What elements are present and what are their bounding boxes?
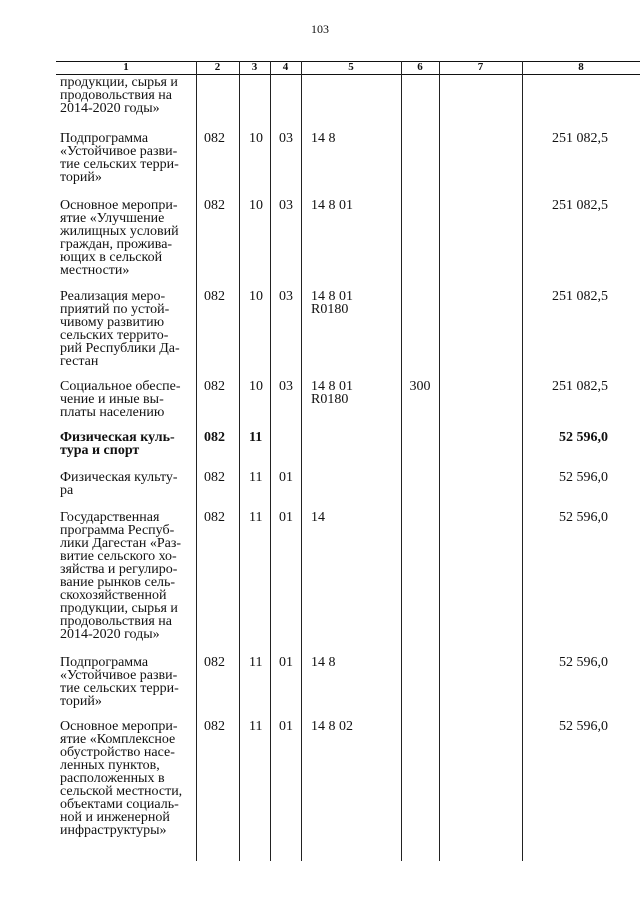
column-header: 3 bbox=[251, 61, 258, 73]
target-article-code: 14 8 01 R0180 bbox=[311, 379, 353, 407]
amount: 251 082,5 bbox=[552, 379, 608, 394]
ministry-code: 082 bbox=[204, 719, 225, 734]
subsection-code: 03 bbox=[279, 198, 293, 213]
target-article-code: 14 8 bbox=[311, 131, 336, 146]
subsection-code: 01 bbox=[279, 719, 293, 734]
subsection-code: 03 bbox=[279, 379, 293, 394]
amount: 251 082,5 bbox=[552, 289, 608, 304]
row-name: Подпрограмма «Устойчивое разви- тие сельских терри- торий» bbox=[60, 131, 179, 185]
target-article-code: 14 8 02 bbox=[311, 719, 353, 734]
target-article-code: 14 bbox=[311, 510, 325, 525]
page-number: 103 bbox=[311, 22, 329, 36]
amount: 52 596,0 bbox=[559, 430, 608, 445]
ministry-code: 082 bbox=[204, 379, 225, 394]
column-header: 4 bbox=[282, 61, 289, 73]
column-divider bbox=[301, 61, 302, 861]
row-name: Основное меропри- ятие «Улучшение жилищных условий граждан, прожива- ющих в сельской местности» bbox=[60, 198, 179, 278]
ministry-code: 082 bbox=[204, 289, 225, 304]
ministry-code: 082 bbox=[204, 198, 225, 213]
section-code: 11 bbox=[249, 655, 263, 670]
section-code: 10 bbox=[249, 289, 263, 304]
column-divider bbox=[239, 61, 240, 861]
column-divider bbox=[439, 61, 440, 861]
row-name: Основное меропри- ятие «Комплексное обустройство насе- ленных пунктов, расположенных в сельской местности, объектами социаль- ной и инженерной инфраструктуры» bbox=[60, 719, 183, 838]
section-code: 10 bbox=[249, 198, 263, 213]
row-name: Физическая культу- ра bbox=[60, 470, 178, 498]
subsection-code: 01 bbox=[279, 470, 293, 485]
section-code: 11 bbox=[249, 719, 263, 734]
section-code: 11 bbox=[249, 470, 263, 485]
amount: 52 596,0 bbox=[559, 655, 608, 670]
column-header: 6 bbox=[417, 61, 423, 73]
row-name: продукции, сырья и продовольствия на 2014-2020 годы» bbox=[60, 75, 178, 116]
column-header: 7 bbox=[477, 61, 484, 73]
target-article-code: 14 8 01 R0180 bbox=[311, 289, 353, 317]
amount: 251 082,5 bbox=[552, 131, 608, 146]
row-name: Социальное обеспе- чение и иные вы- платы населению bbox=[60, 379, 181, 420]
section-code: 10 bbox=[249, 379, 263, 394]
subsection-code: 01 bbox=[279, 510, 293, 525]
ministry-code: 082 bbox=[204, 510, 225, 525]
column-divider bbox=[270, 61, 271, 861]
amount: 52 596,0 bbox=[559, 470, 608, 485]
column-header: 5 bbox=[348, 61, 354, 73]
row-name: Реализация меро- приятий по устой- чивому развитию сельских террито- рий Республики Да- гестан bbox=[60, 289, 180, 369]
target-article-code: 14 8 01 bbox=[311, 198, 353, 213]
amount: 251 082,5 bbox=[552, 198, 608, 213]
column-header: 1 bbox=[123, 61, 129, 73]
row-name: Подпрограмма «Устойчивое разви- тие сельских терри- торий» bbox=[60, 655, 179, 709]
ministry-code: 082 bbox=[204, 470, 225, 485]
row-name: Государственная программа Респуб- лики Дагестан «Раз- витие сельского хо- зяйства и регулиро- вание рынков сель- скохозяйственной продукции, сырья и продовольствия на 2014-2020 годы» bbox=[60, 510, 182, 642]
subsection-code: 01 bbox=[279, 655, 293, 670]
expense-type-code: 300 bbox=[409, 379, 431, 394]
column-header: 2 bbox=[214, 61, 221, 73]
column-divider bbox=[196, 61, 197, 861]
subsection-code: 03 bbox=[279, 289, 293, 304]
amount: 52 596,0 bbox=[559, 719, 608, 734]
ministry-code: 082 bbox=[204, 430, 225, 445]
amount: 52 596,0 bbox=[559, 510, 608, 525]
column-divider bbox=[401, 61, 402, 861]
target-article-code: 14 8 bbox=[311, 655, 336, 670]
ministry-code: 082 bbox=[204, 655, 225, 670]
subsection-code: 03 bbox=[279, 131, 293, 146]
row-name: Физическая куль- тура и спорт bbox=[60, 430, 175, 458]
section-code: 10 bbox=[249, 131, 263, 146]
column-header: 8 bbox=[578, 61, 584, 73]
column-divider bbox=[522, 61, 523, 861]
budget-table bbox=[56, 61, 640, 861]
section-code: 11 bbox=[249, 510, 263, 525]
ministry-code: 082 bbox=[204, 131, 225, 146]
section-code: 11 bbox=[249, 430, 263, 445]
